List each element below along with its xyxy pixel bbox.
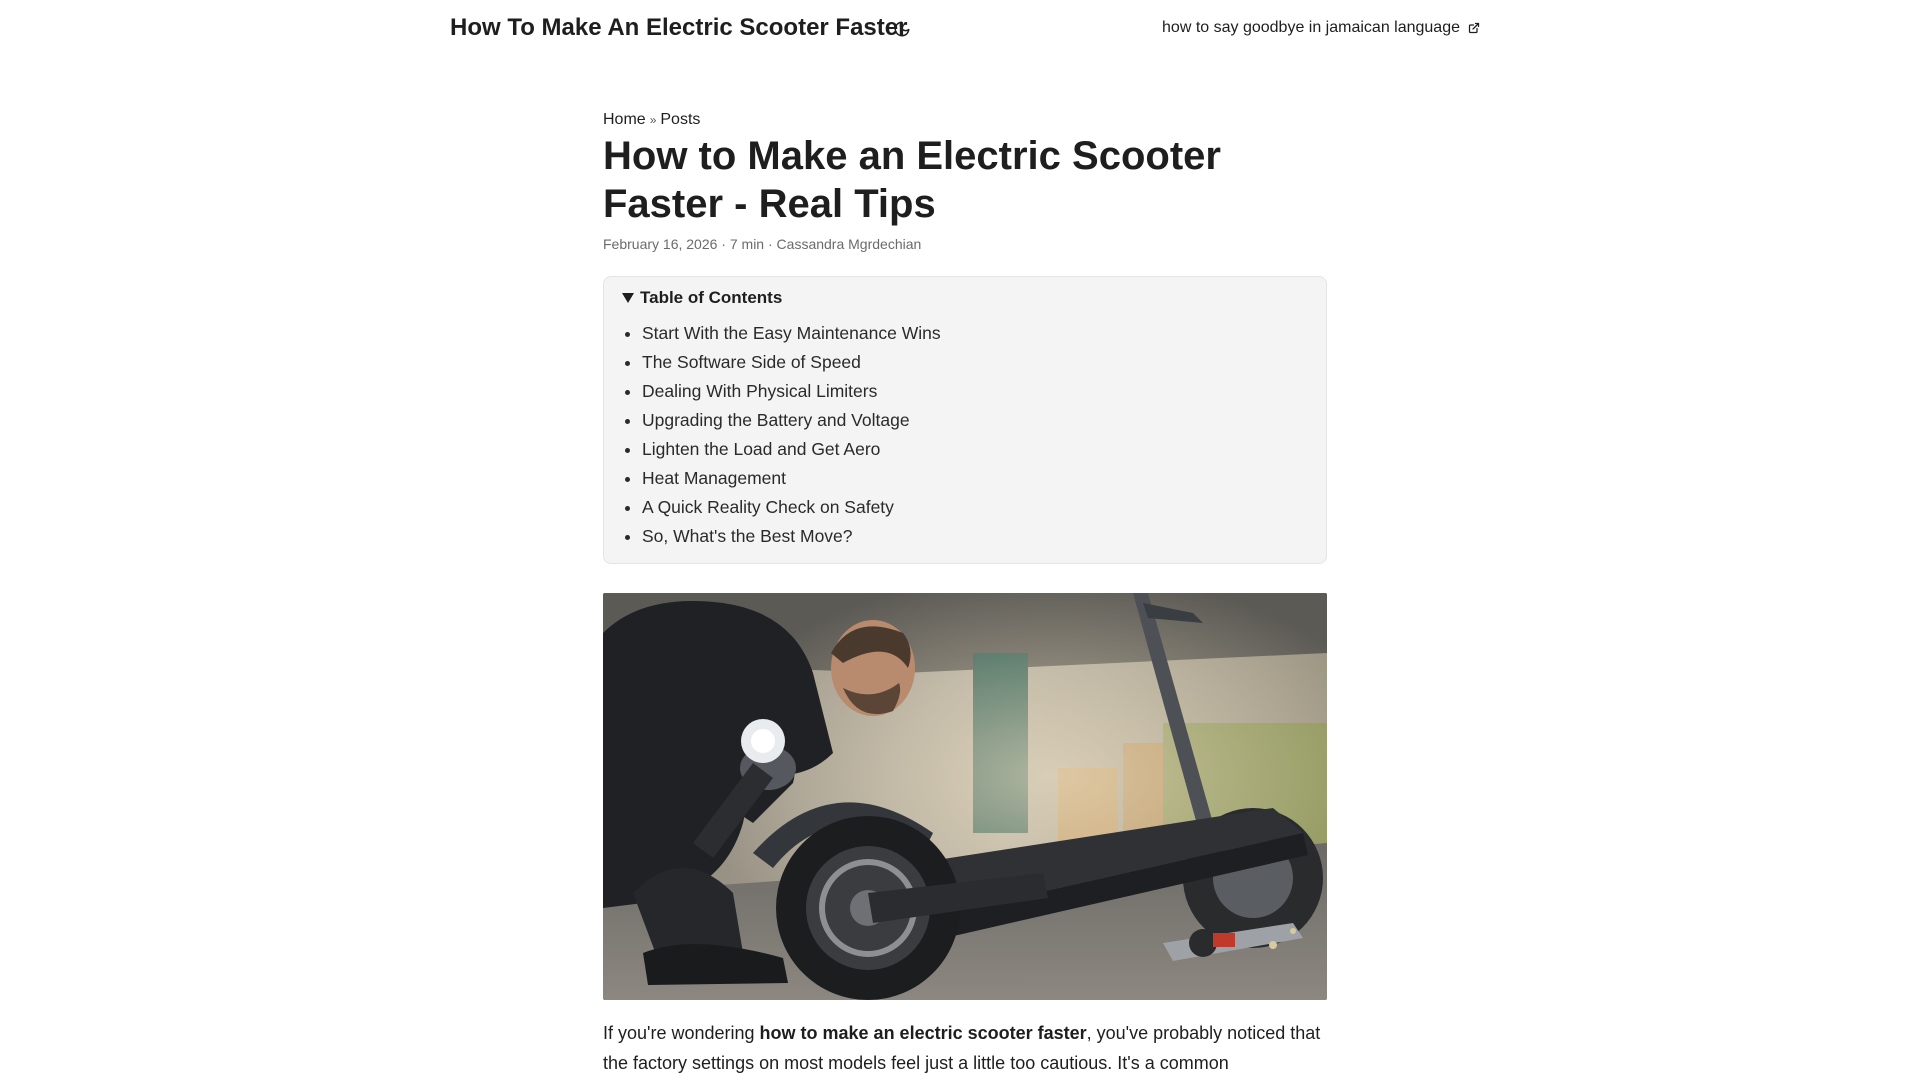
intro-prefix: If you're wondering [603,1023,760,1043]
site-header [0,0,1920,60]
meta-separator: · [767,236,773,252]
intro-paragraph [603,1018,1327,1078]
cover-image [603,593,1327,1000]
breadcrumb-separator: » [649,113,657,127]
post-title: How to Make an Electric Scooter Faster - Real Tips [603,134,1221,226]
post-meta [603,236,921,252]
post-date: February 16, 2026 [603,236,718,252]
cover-photo-mechanic-scooter [603,593,1327,1000]
external-link-icon [1468,22,1480,34]
toc-item [642,464,941,493]
toc-list [624,319,941,551]
toc-item [642,493,941,522]
toc-link-heat[interactable]: Heat Management [642,468,786,488]
toc-item [642,406,941,435]
toc-link-maintenance[interactable]: Start With the Easy Maintenance Wins [642,323,941,343]
toc-link-aero[interactable]: Lighten the Load and Get Aero [642,439,881,459]
toc-item [642,522,941,551]
toc-item [642,377,941,406]
table-of-contents [603,276,1327,564]
toc-item [642,348,941,377]
toc-link-battery[interactable]: Upgrading the Battery and Voltage [642,410,910,430]
header-external-link[interactable] [1162,19,1480,37]
breadcrumb-posts-link[interactable]: Posts [660,111,701,128]
toc-link-software[interactable]: The Software Side of Speed [642,352,861,372]
post-read-time: 7 min [729,236,765,252]
breadcrumb [603,111,700,129]
toc-toggle[interactable] [622,288,782,308]
toc-link-best-move[interactable]: So, What's the Best Move? [642,526,853,546]
toc-link-limiters[interactable]: Dealing With Physical Limiters [642,381,878,401]
toc-link-safety[interactable]: A Quick Reality Check on Safety [642,497,894,517]
intro-suffix: , you've probably noticed that the factory settings on most models feel just a little too cautious. It's a common [603,1023,1321,1073]
toc-item [642,319,941,348]
triangle-down-icon [622,293,634,303]
moon-icon[interactable] [893,20,911,38]
post-author: Cassandra Mgrdechian [776,236,922,252]
site-title-link[interactable]: How To Make An Electric Scooter Faster [450,14,908,41]
header-link-label: how to say goodbye in jamaican language [1162,19,1460,36]
toc-item [642,435,941,464]
meta-separator: · [721,236,726,252]
toc-label: Table of Contents [640,288,783,307]
intro-keyword: how to make an electric scooter faster [759,1023,1087,1043]
breadcrumb-home-link[interactable]: Home [603,111,646,128]
